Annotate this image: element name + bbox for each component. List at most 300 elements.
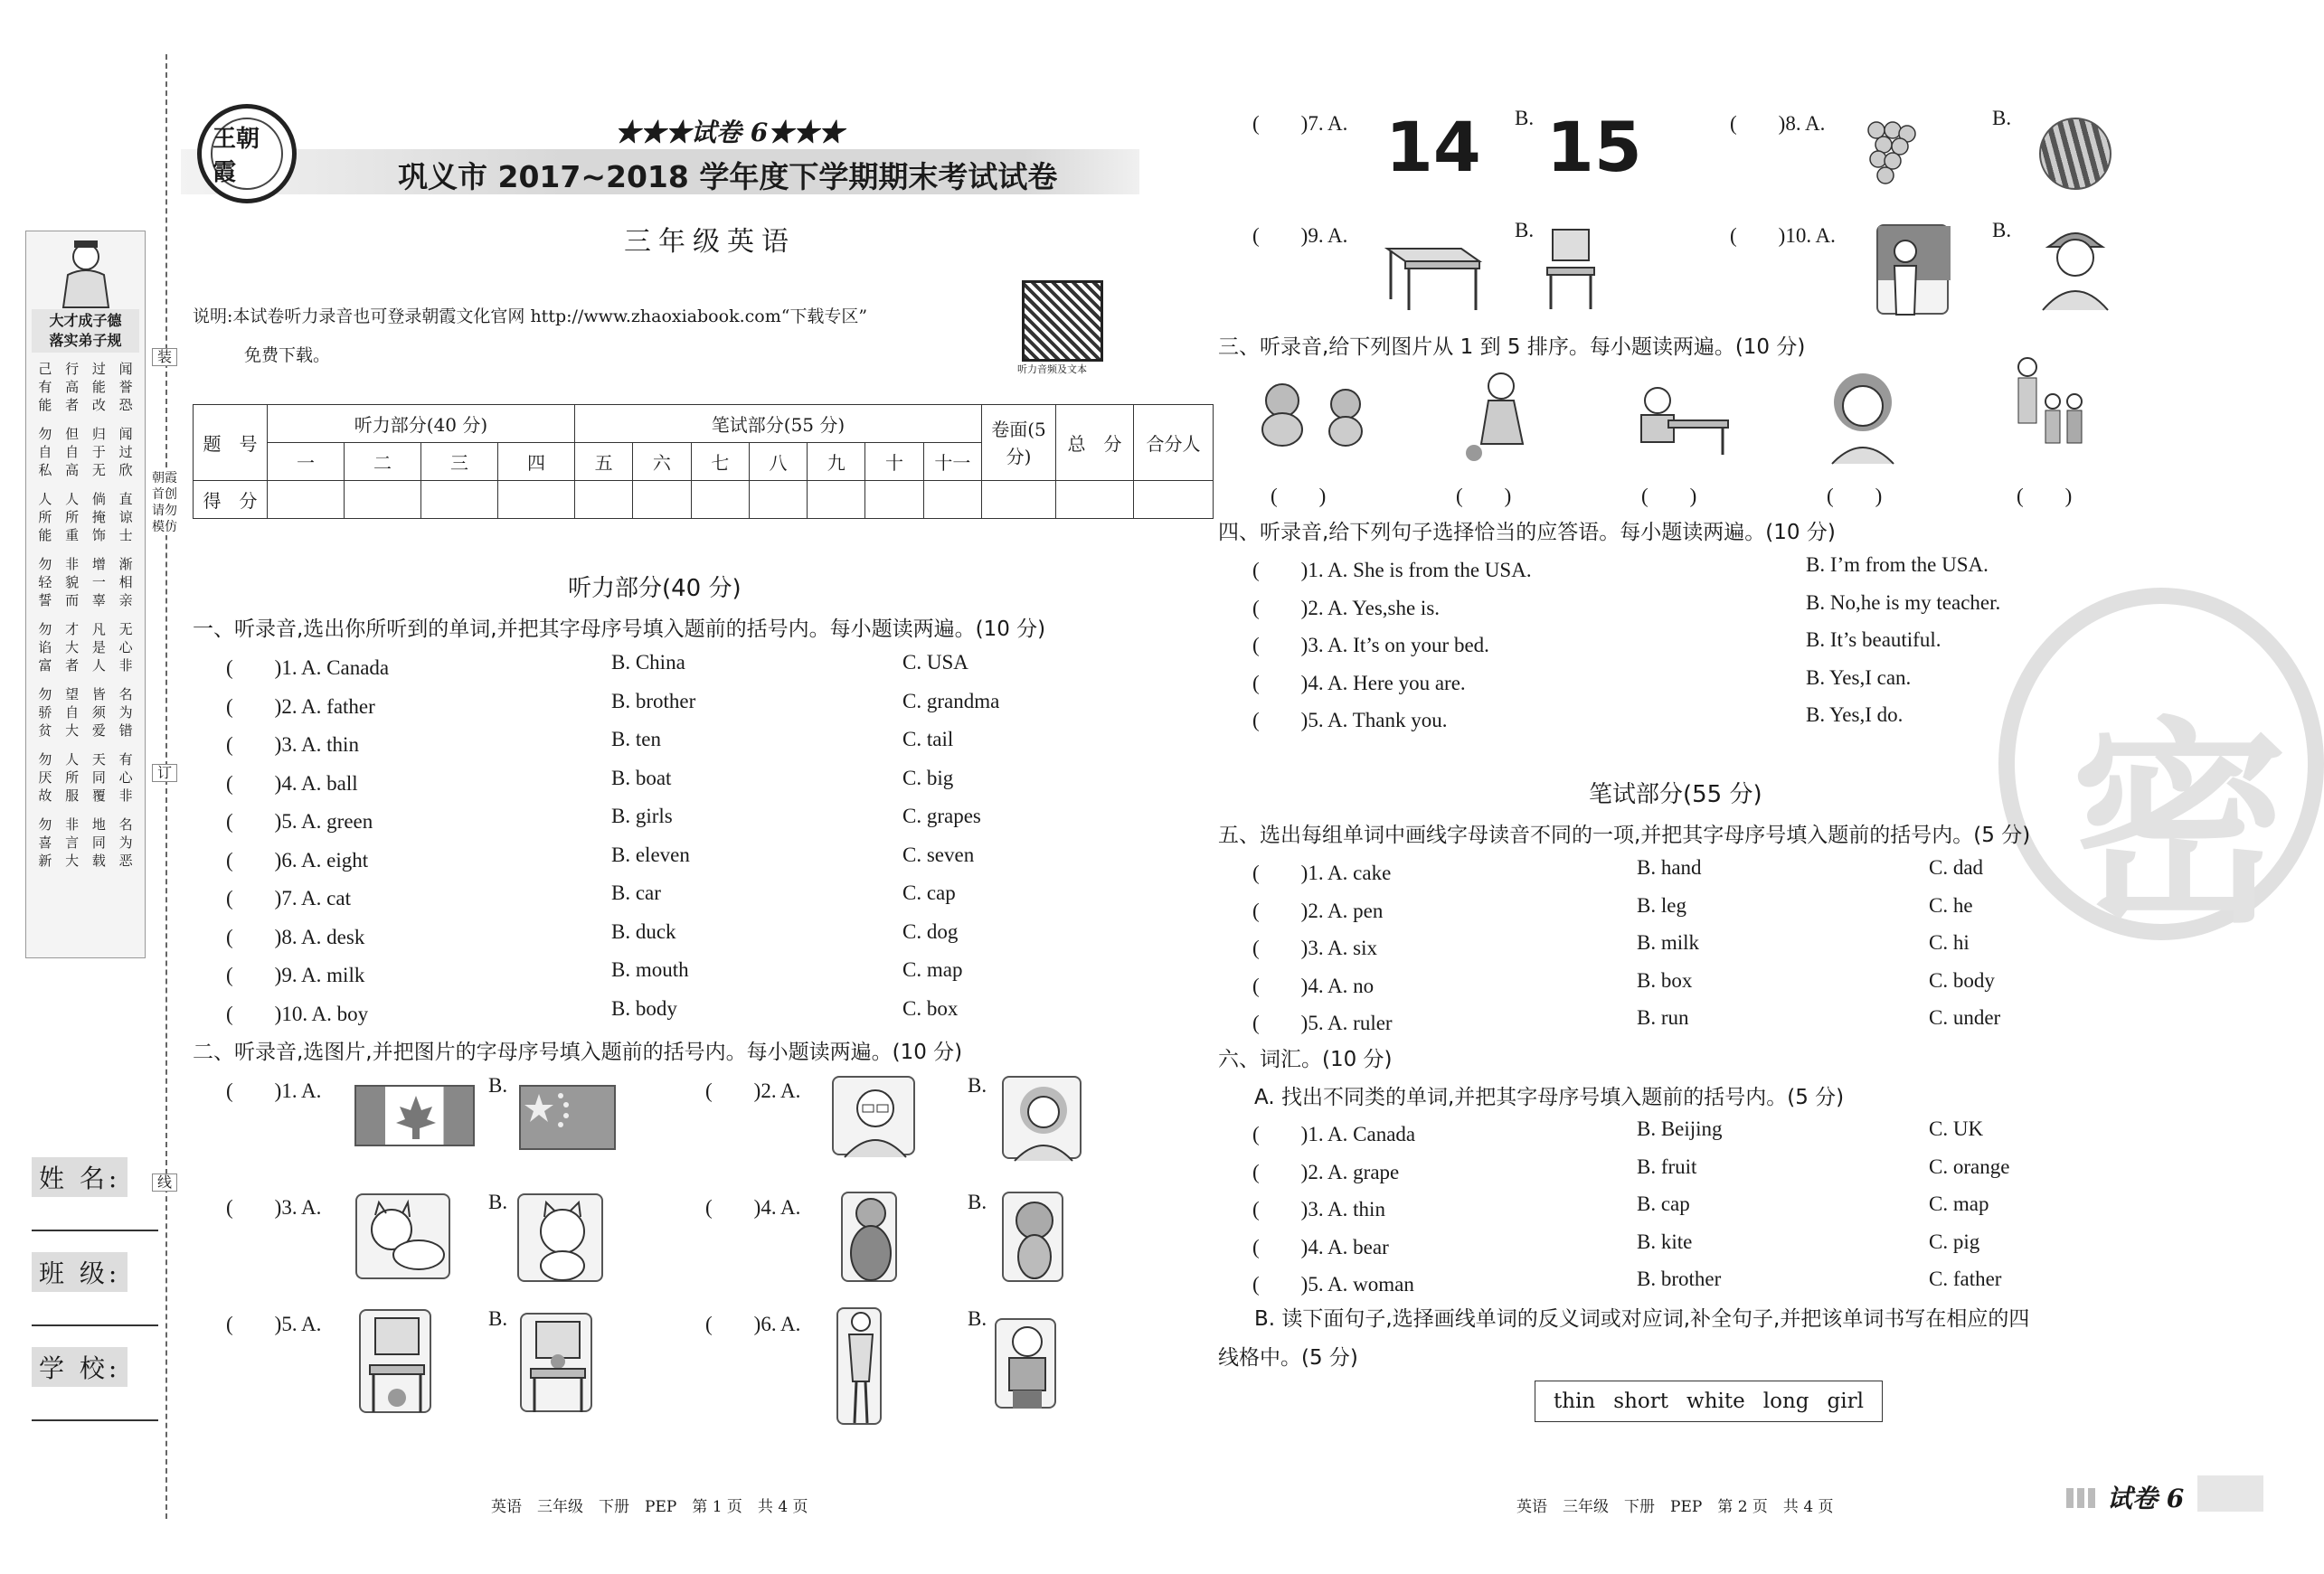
writing-col-label: 八 bbox=[749, 443, 807, 481]
question-option: C. he bbox=[1929, 893, 1973, 917]
margin-verse-char: 凡 bbox=[91, 621, 106, 637]
margin-verse-char: 饰 bbox=[91, 527, 106, 543]
writing-col-label: 七 bbox=[691, 443, 749, 481]
score-table bbox=[193, 404, 1214, 519]
question-option: B. run bbox=[1637, 1006, 1689, 1029]
question-option[interactable]: ( )5. A. green bbox=[226, 810, 373, 833]
question-option: B. Yes,I can. bbox=[1806, 665, 1912, 689]
margin-verse-char: 心 bbox=[118, 639, 133, 655]
margin-verse-char: 富 bbox=[38, 657, 52, 674]
picture-question-label: B. bbox=[968, 1307, 987, 1330]
score-cell[interactable] bbox=[923, 481, 981, 519]
margin-verse-char: 高 bbox=[65, 462, 80, 478]
score-cell[interactable] bbox=[808, 481, 865, 519]
word-bank-word: short bbox=[1613, 1390, 1668, 1413]
man-with-glasses-picture bbox=[832, 1076, 915, 1155]
section-6b-instruction-1: B. 读下面句子,选择画线单词的反义词或对应词,补全句子,并把该单词书写在相应的四 bbox=[1254, 1307, 2030, 1331]
instruction-line-1: 说明:本试卷听力录音也可登录朝霞文化官网 http://www.zhaoxiabook.com“下载专区” bbox=[193, 306, 868, 326]
margin-verse-char: 但 bbox=[65, 426, 80, 442]
margin-verse-char: 服 bbox=[65, 787, 80, 804]
picture-question-label[interactable]: ( )2. A. bbox=[705, 1079, 801, 1102]
margin-verse-char: 人 bbox=[65, 751, 80, 768]
section-6a-instruction: A. 找出不同类的单词,并把其字母序号填入题前的括号内。(5 分) bbox=[1254, 1086, 1845, 1109]
picture-question-label: B. bbox=[1515, 219, 1535, 241]
margin-verse-char: 非 bbox=[118, 787, 133, 804]
maple-leaf-icon bbox=[356, 1087, 477, 1148]
score-cell[interactable] bbox=[982, 481, 1056, 519]
question-option: C. seven bbox=[902, 843, 975, 866]
question-option: B. No,he is my teacher. bbox=[1806, 590, 2001, 614]
question-option[interactable]: ( )9. A. milk bbox=[226, 964, 365, 986]
margin-verse-char: 喜 bbox=[38, 834, 52, 851]
school-label: 学 校: bbox=[32, 1347, 128, 1387]
name-label: 姓 名: bbox=[32, 1157, 128, 1197]
question-option: B. box bbox=[1637, 968, 1693, 992]
margin-verse-char: 直 bbox=[118, 491, 133, 507]
class-underline[interactable] bbox=[32, 1324, 158, 1326]
section-2-title: 二、听录音,选图片,并把图片的字母序号填入题前的括号内。每小题读两遍。(10 分) bbox=[193, 1041, 963, 1064]
margin-verse-char: 而 bbox=[65, 592, 80, 608]
margin-verse-char: 是 bbox=[91, 639, 106, 655]
woman-picture bbox=[1002, 1076, 1082, 1159]
number-fourteen: 14 bbox=[1385, 107, 1481, 187]
question-option[interactable]: ( )2. A. father bbox=[226, 694, 375, 718]
picture-question-label: B. bbox=[1992, 107, 2012, 129]
side-note: 朝霞首创请勿模仿 bbox=[152, 471, 177, 534]
watermelon-picture bbox=[2039, 118, 2111, 190]
name-underline[interactable] bbox=[32, 1230, 158, 1231]
question-option[interactable]: ( )4. A. ball bbox=[226, 771, 358, 795]
margin-verse-char: 有 bbox=[118, 751, 133, 768]
question-option: C. UK bbox=[1929, 1117, 1984, 1140]
margin-verse-char: 非 bbox=[118, 657, 133, 674]
margin-verse-char: 为 bbox=[118, 704, 133, 721]
footer-page-1: 英语 三年级 下册 PEP 第 1 页 共 4 页 bbox=[491, 1498, 808, 1516]
binding-margin-panel bbox=[25, 231, 146, 958]
margin-verse-char: 无 bbox=[91, 462, 106, 478]
question-option: C. map bbox=[1929, 1192, 1989, 1215]
margin-verse-char: 勿 bbox=[38, 426, 52, 442]
margin-verse-char: 骄 bbox=[38, 704, 52, 721]
question-option[interactable]: ( )8. A. desk bbox=[226, 925, 365, 948]
teacher-at-board-picture bbox=[1876, 224, 1949, 315]
score-cell[interactable] bbox=[421, 481, 498, 519]
question-option[interactable]: ( )7. A. cat bbox=[226, 887, 351, 910]
margin-verse-char: 错 bbox=[118, 722, 133, 739]
question-option: C. pig bbox=[1929, 1230, 1980, 1253]
order-answer-blank[interactable]: ( ) bbox=[1271, 485, 1327, 507]
margin-verse-char: 天 bbox=[91, 751, 106, 768]
listening-heading: 听力部分(40 分) bbox=[568, 575, 742, 602]
margin-verse-char: 大 bbox=[65, 853, 80, 869]
picture-question-label: B. bbox=[1992, 219, 2012, 241]
margin-verse-char: 自 bbox=[65, 444, 80, 460]
score-cell[interactable] bbox=[268, 481, 345, 519]
chair-picture bbox=[1540, 226, 1601, 312]
question-option: C. father bbox=[1929, 1268, 2002, 1290]
margin-verse-char: 能 bbox=[91, 379, 106, 395]
margin-verse-char: 亲 bbox=[118, 592, 133, 608]
score-cell[interactable] bbox=[749, 481, 807, 519]
question-option[interactable]: ( )6. A. eight bbox=[226, 848, 369, 872]
margin-verse-char: 私 bbox=[38, 462, 52, 478]
margin-verse-char: 大 bbox=[65, 722, 80, 739]
cut-line bbox=[165, 54, 167, 1519]
china-flag-picture bbox=[519, 1085, 616, 1150]
margin-verse-char: 貌 bbox=[65, 574, 80, 590]
picture-question-label[interactable]: ( )6. A. bbox=[705, 1313, 801, 1335]
question-option: C. under bbox=[1929, 1006, 2001, 1029]
school-underline[interactable] bbox=[32, 1419, 158, 1421]
chair-with-cat-picture bbox=[359, 1309, 431, 1413]
chair-with-cat-on-top-picture bbox=[520, 1313, 592, 1412]
margin-motto: 大才成子德 落实弟子规 bbox=[32, 309, 139, 353]
question-option: C. box bbox=[902, 996, 959, 1020]
margin-verse-char: 勿 bbox=[38, 816, 52, 833]
margin-verse-char: 轻 bbox=[38, 574, 52, 590]
question-option[interactable]: ( )1. A. Canada bbox=[1252, 1123, 1416, 1145]
word-bank-word: girl bbox=[1827, 1390, 1864, 1413]
question-option: B. kite bbox=[1637, 1230, 1693, 1253]
margin-verse-char: 地 bbox=[91, 816, 106, 833]
row-label-number: 题 号 bbox=[194, 405, 268, 481]
margin-verse-char: 新 bbox=[38, 853, 52, 869]
margin-verse-char: 心 bbox=[118, 769, 133, 786]
question-option[interactable]: ( )3. A. It’s on your bed. bbox=[1252, 634, 1489, 656]
corner-decoration bbox=[2066, 1488, 2097, 1508]
corner-paper-label: 试卷 6 bbox=[2107, 1484, 2185, 1513]
score-cell[interactable] bbox=[575, 481, 633, 519]
picture-question-label: B. bbox=[488, 1307, 508, 1330]
margin-verse-char: 改 bbox=[91, 397, 106, 413]
section-1-title: 一、听录音,选出你所听到的单词,并把其字母序号填入题前的括号内。每小题读两遍。(10 分) bbox=[193, 617, 1046, 641]
margin-verse-char: 渐 bbox=[118, 556, 133, 572]
margin-verse-char: 名 bbox=[118, 816, 133, 833]
bear-picture bbox=[841, 1192, 897, 1282]
boy-at-desk-picture bbox=[1623, 384, 1732, 457]
margin-verse-char: 闻 bbox=[118, 426, 133, 442]
monkey-picture bbox=[1002, 1192, 1063, 1282]
margin-verse-char: 皆 bbox=[91, 686, 106, 702]
family-picture bbox=[2008, 353, 2089, 466]
margin-verse-char: 谅 bbox=[118, 509, 133, 525]
girl-with-ball-picture bbox=[1456, 366, 1555, 466]
margin-verse-char: 一 bbox=[91, 574, 106, 590]
margin-verse-char: 所 bbox=[65, 509, 80, 525]
question-option[interactable]: ( )3. A. six bbox=[1252, 937, 1377, 959]
margin-verse-char: 能 bbox=[38, 527, 52, 543]
margin-verse-char: 能 bbox=[38, 397, 52, 413]
picture-question-label: B. bbox=[488, 1191, 508, 1213]
class-label: 班 级: bbox=[32, 1252, 128, 1292]
margin-verse-char: 者 bbox=[65, 657, 80, 674]
question-option: B. eleven bbox=[611, 843, 690, 866]
margin-verse-char: 归 bbox=[91, 426, 106, 442]
writing-col-label: 九 bbox=[808, 443, 865, 481]
margin-verse-char: 欣 bbox=[118, 462, 133, 478]
question-option: B. milk bbox=[1637, 931, 1700, 954]
margin-verse-char: 名 bbox=[118, 686, 133, 702]
picture-question-label[interactable]: ( )7. A. bbox=[1252, 112, 1348, 135]
word-bank-word: white bbox=[1686, 1390, 1745, 1413]
listening-col-label: 四 bbox=[498, 443, 575, 481]
margin-verse-char: 同 bbox=[91, 769, 106, 786]
picture-question-label: B. bbox=[1515, 107, 1535, 129]
margin-verse-char: 非 bbox=[65, 816, 80, 833]
margin-verse-char: 过 bbox=[118, 444, 133, 460]
exam-subtitle: 三年级英语 bbox=[624, 226, 796, 258]
neatness-header: 卷面(5 分) bbox=[982, 405, 1056, 481]
margin-verse-char: 所 bbox=[38, 509, 52, 525]
writing-col-label: 十 bbox=[865, 443, 923, 481]
picture-question-label: B. bbox=[488, 1074, 508, 1097]
cut-label-mid: 订 bbox=[152, 764, 177, 782]
question-option: B. brother bbox=[1637, 1268, 1722, 1290]
section-5-title: 五、选出每组单词中画线字母读音不同的一项,并把其字母序号填入题前的括号内。(5 分) bbox=[1218, 824, 2031, 847]
question-option: C. dad bbox=[1929, 856, 1984, 879]
writing-col-label: 六 bbox=[633, 443, 691, 481]
margin-verse-char: 覆 bbox=[91, 787, 106, 804]
margin-verse-char: 勿 bbox=[38, 556, 52, 572]
question-option: C. body bbox=[1929, 968, 1995, 992]
margin-verse-char: 者 bbox=[65, 397, 80, 413]
scholar-illustration bbox=[32, 237, 139, 309]
confidential-seal-char: 密 bbox=[2071, 699, 2289, 952]
picture-question-label[interactable]: ( )5. A. bbox=[226, 1313, 322, 1335]
grapes-picture bbox=[1858, 108, 1922, 192]
question-option: C. grapes bbox=[902, 805, 981, 827]
cat-sitting-picture bbox=[517, 1193, 603, 1282]
question-option[interactable]: ( )4. A. Here you are. bbox=[1252, 671, 1466, 694]
margin-verse-char: 相 bbox=[118, 574, 133, 590]
girl-thinking-picture bbox=[1818, 366, 1908, 466]
margin-verse-char: 为 bbox=[118, 834, 133, 851]
question-option: B. Yes,I do. bbox=[1806, 703, 1904, 726]
score-cell[interactable] bbox=[498, 481, 575, 519]
margin-verse-char: 谄 bbox=[38, 639, 52, 655]
cat-running-picture bbox=[355, 1193, 450, 1279]
question-option[interactable]: ( )10. A. boy bbox=[226, 1002, 369, 1025]
writing-col-label: 十一 bbox=[923, 443, 981, 481]
word-bank-box bbox=[1535, 1381, 1883, 1422]
question-option: C. map bbox=[902, 958, 963, 981]
margin-verse-char: 己 bbox=[38, 361, 52, 377]
question-option[interactable]: ( )3. A. thin bbox=[226, 733, 359, 756]
question-option[interactable]: ( )4. A. no bbox=[1252, 974, 1375, 997]
margin-verse-char: 誉 bbox=[118, 379, 133, 395]
question-option[interactable]: ( )2. A. grape bbox=[1252, 1160, 1400, 1183]
question-option: B. brother bbox=[611, 689, 696, 712]
margin-verse-char: 故 bbox=[38, 787, 52, 804]
margin-verse-char: 闻 bbox=[118, 361, 133, 377]
publisher-logo: 王朝霞 bbox=[197, 104, 297, 203]
name-field bbox=[32, 1157, 128, 1197]
word-bank-word: thin bbox=[1554, 1390, 1596, 1413]
margin-verse-char: 恶 bbox=[118, 853, 133, 869]
question-option[interactable]: ( )5. A. Thank you. bbox=[1252, 709, 1448, 731]
margin-verse-char: 高 bbox=[65, 379, 80, 395]
stars-icon bbox=[521, 1087, 618, 1152]
margin-verse-char: 贫 bbox=[38, 722, 52, 739]
picture-question-label[interactable]: ( )10. A. bbox=[1730, 224, 1836, 247]
listening-col-header: 听力部分(40 分) bbox=[268, 405, 575, 443]
margin-verse-char: 誓 bbox=[38, 592, 52, 608]
listening-col-label: 一 bbox=[268, 443, 345, 481]
question-option[interactable]: ( )2. A. Yes,she is. bbox=[1252, 596, 1441, 619]
order-answer-blank[interactable]: ( ) bbox=[1456, 485, 1512, 507]
section-3-title: 三、听录音,给下列图片从 1 到 5 排序。每小题读两遍。(10 分) bbox=[1218, 335, 1806, 359]
grader-header: 合分人 bbox=[1134, 405, 1214, 481]
margin-verse-char: 须 bbox=[91, 704, 106, 721]
margin-verse-char: 自 bbox=[65, 704, 80, 721]
margin-verse-char: 才 bbox=[65, 621, 80, 637]
school-field bbox=[32, 1347, 128, 1387]
score-cell[interactable] bbox=[633, 481, 691, 519]
margin-verse-char: 于 bbox=[91, 444, 106, 460]
picture-question-label[interactable]: ( )8. A. bbox=[1730, 112, 1826, 135]
question-option[interactable]: ( )2. A. pen bbox=[1252, 899, 1384, 922]
picture-question-label: B. bbox=[968, 1191, 987, 1213]
question-option: B. body bbox=[611, 996, 677, 1020]
listening-col-label: 二 bbox=[345, 443, 421, 481]
margin-verse-char: 过 bbox=[91, 361, 106, 377]
score-cell[interactable] bbox=[865, 481, 923, 519]
canada-flag-picture bbox=[354, 1085, 475, 1146]
listening-col-label: 三 bbox=[421, 443, 498, 481]
exam-title: 巩义市 2017~2018 学年度下学期期末考试试卷 bbox=[398, 159, 1058, 194]
question-option: B. duck bbox=[611, 919, 676, 943]
section-4-title: 四、听录音,给下列句子选择恰当的应答语。每小题读两遍。(10 分) bbox=[1218, 521, 1836, 544]
order-answer-blank[interactable]: ( ) bbox=[1641, 485, 1697, 507]
score-cell[interactable] bbox=[1056, 481, 1134, 519]
margin-verse-char: 望 bbox=[65, 686, 80, 702]
section-6b-instruction-2: 线格中。(5 分) bbox=[1218, 1346, 1358, 1370]
question-option: B. hand bbox=[1637, 856, 1702, 879]
margin-verse-char: 勿 bbox=[38, 621, 52, 637]
margin-verse-char: 勿 bbox=[38, 751, 52, 768]
question-option: C. big bbox=[902, 766, 954, 789]
order-answer-blank[interactable]: ( ) bbox=[2017, 485, 2073, 507]
margin-verse-char: 士 bbox=[118, 527, 133, 543]
margin-verse-char: 大 bbox=[65, 639, 80, 655]
question-option: B. Beijing bbox=[1637, 1117, 1723, 1140]
question-option: B. cap bbox=[1637, 1192, 1690, 1215]
question-option: C. tail bbox=[902, 728, 954, 750]
picture-question-label[interactable]: ( )3. A. bbox=[226, 1196, 322, 1219]
picture-question-label[interactable]: ( )1. A. bbox=[226, 1079, 322, 1102]
question-option: B. girls bbox=[611, 805, 673, 827]
question-option[interactable]: ( )1. A. Canada bbox=[226, 656, 390, 679]
margin-verse-char: 爱 bbox=[91, 722, 106, 739]
score-cell[interactable] bbox=[691, 481, 749, 519]
cut-label-bottom: 线 bbox=[152, 1173, 177, 1192]
short-man-picture bbox=[995, 1318, 1056, 1409]
score-cell[interactable] bbox=[1134, 481, 1214, 519]
footer-page-2: 英语 三年级 下册 PEP 第 2 页 共 4 页 bbox=[1516, 1498, 1834, 1516]
picture-question-label: B. bbox=[968, 1074, 987, 1097]
margin-verse-char: 非 bbox=[65, 556, 80, 572]
question-option: C. hi bbox=[1929, 931, 1970, 954]
desk-picture bbox=[1384, 231, 1483, 312]
question-option: B. mouth bbox=[611, 958, 689, 981]
question-option: C. orange bbox=[1929, 1155, 2010, 1178]
question-option: B. boat bbox=[611, 766, 672, 789]
margin-verse-char: 所 bbox=[65, 769, 80, 786]
margin-verse-char: 同 bbox=[91, 834, 106, 851]
corner-bar bbox=[2197, 1475, 2263, 1512]
margin-verse-char: 重 bbox=[65, 527, 80, 543]
order-answer-blank[interactable]: ( ) bbox=[1827, 485, 1883, 507]
score-cell[interactable] bbox=[345, 481, 421, 519]
row-label-score: 得 分 bbox=[194, 481, 268, 519]
qr-caption: 听力音频及文本 bbox=[1017, 363, 1087, 375]
margin-verse-char: 无 bbox=[118, 621, 133, 637]
margin-verse-char: 有 bbox=[38, 379, 52, 395]
margin-verse-char: 言 bbox=[65, 834, 80, 851]
question-option: C. dog bbox=[902, 919, 959, 943]
margin-verse-char: 辜 bbox=[91, 592, 106, 608]
writing-col-label: 五 bbox=[575, 443, 633, 481]
cut-label-top: 装 bbox=[152, 348, 177, 366]
question-option: B. car bbox=[611, 881, 661, 904]
question-option: B. fruit bbox=[1637, 1155, 1697, 1178]
question-option[interactable]: ( )1. A. cake bbox=[1252, 862, 1392, 884]
instruction-line-2: 免费下载。 bbox=[244, 345, 331, 365]
margin-verse-char: 载 bbox=[91, 853, 106, 869]
writing-heading: 笔试部分(55 分) bbox=[1589, 781, 1762, 808]
question-option[interactable]: ( )3. A. thin bbox=[1252, 1198, 1385, 1221]
question-option: B. I’m from the USA. bbox=[1806, 553, 1989, 576]
class-field bbox=[32, 1252, 128, 1292]
margin-verse-char: 增 bbox=[91, 556, 106, 572]
question-option: B. ten bbox=[611, 728, 661, 750]
margin-verse-char: 掩 bbox=[91, 509, 106, 525]
question-option: C. USA bbox=[902, 651, 968, 674]
question-option[interactable]: ( )4. A. bear bbox=[1252, 1235, 1389, 1258]
picture-question-label[interactable]: ( )9. A. bbox=[1252, 224, 1348, 247]
boy-with-cap-picture bbox=[2030, 221, 2121, 312]
margin-verse-char: 勿 bbox=[38, 686, 52, 702]
margin-verse-char: 倘 bbox=[91, 491, 106, 507]
picture-question-label[interactable]: ( )4. A. bbox=[705, 1196, 801, 1219]
margin-verse-char: 恐 bbox=[118, 397, 133, 413]
question-option: C. grandma bbox=[902, 689, 1000, 712]
margin-verse-char: 厌 bbox=[38, 769, 52, 786]
tall-woman-picture bbox=[836, 1307, 882, 1425]
number-fifteen: 15 bbox=[1546, 107, 1642, 187]
qr-code[interactable] bbox=[1022, 280, 1103, 362]
margin-verse-char: 人 bbox=[91, 657, 106, 674]
question-option[interactable]: ( )5. A. ruler bbox=[1252, 1012, 1393, 1034]
section-6-title: 六、词汇。(10 分) bbox=[1218, 1048, 1393, 1071]
question-option[interactable]: ( )1. A. She is from the USA. bbox=[1252, 559, 1532, 581]
margin-verse-char: 人 bbox=[38, 491, 52, 507]
question-option: B. It’s beautiful. bbox=[1806, 628, 1941, 651]
paper-number-label: ★★★试卷 6★★★ bbox=[615, 118, 845, 147]
monkeys-picture bbox=[1251, 375, 1386, 448]
margin-verse-char: 行 bbox=[65, 361, 80, 377]
question-option[interactable]: ( )5. A. woman bbox=[1252, 1273, 1414, 1296]
margin-verse-char: 人 bbox=[65, 491, 80, 507]
word-bank-word: long bbox=[1762, 1390, 1809, 1413]
question-option: B. China bbox=[611, 651, 685, 674]
margin-verse-char: 自 bbox=[38, 444, 52, 460]
margin-verses bbox=[32, 360, 139, 881]
writing-col-header: 笔试部分(55 分) bbox=[575, 405, 982, 443]
question-option: C. cap bbox=[902, 881, 956, 904]
total-header: 总 分 bbox=[1056, 405, 1134, 481]
question-option: B. leg bbox=[1637, 893, 1686, 917]
